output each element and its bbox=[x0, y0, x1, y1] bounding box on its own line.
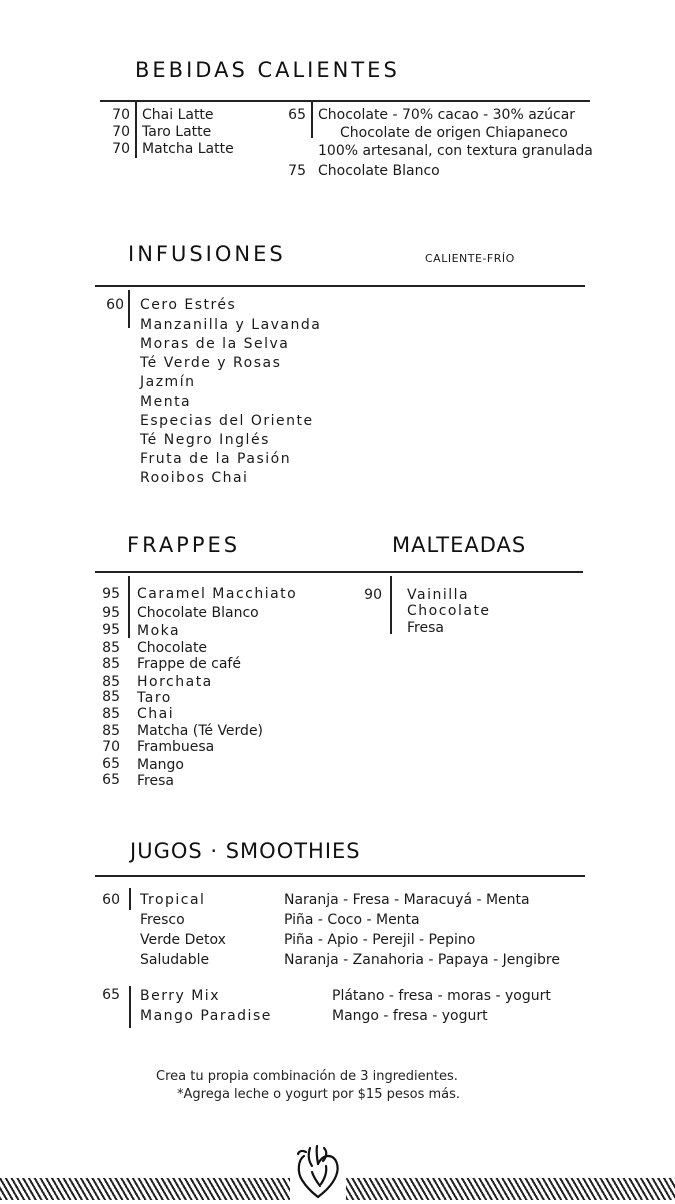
menu-item: Saludable bbox=[140, 952, 210, 968]
item-price: 60 bbox=[106, 297, 124, 313]
menu-item: Mango Paradise bbox=[140, 1008, 272, 1024]
menu-item: Chocolate Blanco bbox=[137, 605, 259, 621]
price-divider bbox=[390, 576, 392, 634]
footnote: *Agrega leche o yogurt por $15 pesos más. bbox=[177, 1087, 461, 1102]
section-title-malteadas: MALTEADAS bbox=[392, 533, 527, 557]
menu-item: Mango bbox=[137, 757, 184, 773]
footnote: Crea tu propia combinación de 3 ingredientes. bbox=[156, 1069, 458, 1084]
menu-item-ingredients: Naranja - Fresa - Maracuyá - Menta bbox=[284, 892, 530, 908]
menu-item: Chai Latte bbox=[142, 107, 214, 123]
menu-item-ingredients: Piña - Apio - Perejil - Pepino bbox=[284, 932, 476, 948]
menu-item-ingredients: Mango - fresa - yogurt bbox=[332, 1008, 488, 1024]
menu-item: Té Negro Inglés bbox=[140, 432, 270, 448]
menu-item: Caramel Macchiato bbox=[137, 586, 298, 602]
section-title-jugos-smoothies: JUGOS · SMOOTHIES bbox=[130, 839, 361, 863]
menu-item-description: 100% artesanal, con textura granulada bbox=[318, 143, 593, 159]
item-price: 75 bbox=[288, 163, 306, 179]
item-price: 65 bbox=[102, 772, 120, 788]
menu-item: Chocolate bbox=[137, 640, 208, 656]
item-price: 95 bbox=[102, 586, 120, 602]
menu-item: Especias del Oriente bbox=[140, 413, 314, 429]
menu-item: Moras de la Selva bbox=[140, 336, 290, 352]
section-divider bbox=[100, 100, 590, 102]
menu-item: Jazmín bbox=[140, 374, 196, 390]
price-divider bbox=[128, 576, 130, 638]
menu-item: Berry Mix bbox=[140, 988, 220, 1004]
section-divider bbox=[345, 571, 583, 573]
menu-item: Rooibos Chai bbox=[140, 470, 249, 486]
item-price: 70 bbox=[112, 107, 130, 123]
menu-item: Fresco bbox=[140, 912, 185, 928]
item-price: 85 bbox=[102, 674, 120, 690]
item-price: 95 bbox=[102, 605, 120, 621]
menu-item: Horchata bbox=[137, 674, 213, 690]
item-price: 90 bbox=[364, 587, 382, 603]
item-price: 65 bbox=[288, 107, 306, 123]
menu-item: Fruta de la Pasión bbox=[140, 451, 292, 467]
menu-item: Menta bbox=[140, 394, 192, 410]
menu-item: Cero Estrés bbox=[140, 297, 237, 313]
price-divider bbox=[311, 100, 313, 138]
menu-item: Taro Latte bbox=[142, 124, 212, 140]
price-divider bbox=[129, 888, 131, 910]
menu-item: Vainilla bbox=[407, 587, 470, 603]
heart-logo-icon bbox=[290, 1142, 346, 1200]
menu-item: Chai bbox=[137, 706, 175, 722]
section-title-frappes: FRAPPES bbox=[127, 533, 241, 557]
menu-item-ingredients: Piña - Coco - Menta bbox=[284, 912, 420, 928]
menu-item-ingredients: Naranja - Zanahoria - Papaya - Jengibre bbox=[284, 952, 560, 968]
section-divider bbox=[95, 571, 345, 573]
menu-item: Manzanilla y Lavanda bbox=[140, 317, 322, 333]
menu-item: Fresa bbox=[137, 773, 174, 789]
menu-item: Taro bbox=[137, 690, 172, 706]
menu-item-description: Chocolate de origen Chiapaneco bbox=[340, 125, 568, 141]
menu-item: Tropical bbox=[140, 892, 206, 908]
section-title-infusiones: INFUSIONES bbox=[128, 242, 286, 266]
item-price: 70 bbox=[112, 141, 130, 157]
price-divider bbox=[129, 986, 131, 1028]
item-price: 85 bbox=[102, 640, 120, 656]
section-title-bebidas-calientes: BEBIDAS CALIENTES bbox=[135, 58, 400, 82]
item-price: 65 bbox=[102, 756, 120, 772]
item-price: 85 bbox=[102, 656, 120, 672]
menu-item: Matcha Latte bbox=[142, 141, 234, 157]
item-price: 95 bbox=[102, 622, 120, 638]
item-price: 70 bbox=[112, 124, 130, 140]
price-divider bbox=[135, 100, 137, 158]
item-price: 85 bbox=[102, 723, 120, 739]
menu-item: Moka bbox=[137, 623, 181, 639]
section-divider bbox=[95, 875, 585, 877]
item-price: 85 bbox=[102, 689, 120, 705]
menu-item: Fresa bbox=[407, 620, 444, 636]
menu-item: Matcha (Té Verde) bbox=[137, 723, 264, 739]
menu-item: Chocolate - 70% cacao - 30% azúcar bbox=[318, 107, 576, 123]
menu-item: Té Verde y Rosas bbox=[140, 355, 282, 371]
item-price: 85 bbox=[102, 706, 120, 722]
item-price: 70 bbox=[102, 739, 120, 755]
section-divider bbox=[95, 285, 585, 287]
menu-item: Verde Detox bbox=[140, 932, 226, 948]
item-price: 60 bbox=[102, 892, 120, 908]
menu-item-ingredients: Plátano - fresa - moras - yogurt bbox=[332, 988, 551, 1004]
menu-item: Frappe de café bbox=[137, 656, 241, 672]
menu-item: Chocolate Blanco bbox=[318, 163, 440, 179]
price-divider bbox=[128, 290, 130, 328]
section-subtitle: CALIENTE-FRÍO bbox=[425, 252, 515, 265]
item-price: 65 bbox=[102, 987, 120, 1003]
menu-item: Frambuesa bbox=[137, 739, 215, 755]
menu-item: Chocolate bbox=[407, 603, 491, 619]
